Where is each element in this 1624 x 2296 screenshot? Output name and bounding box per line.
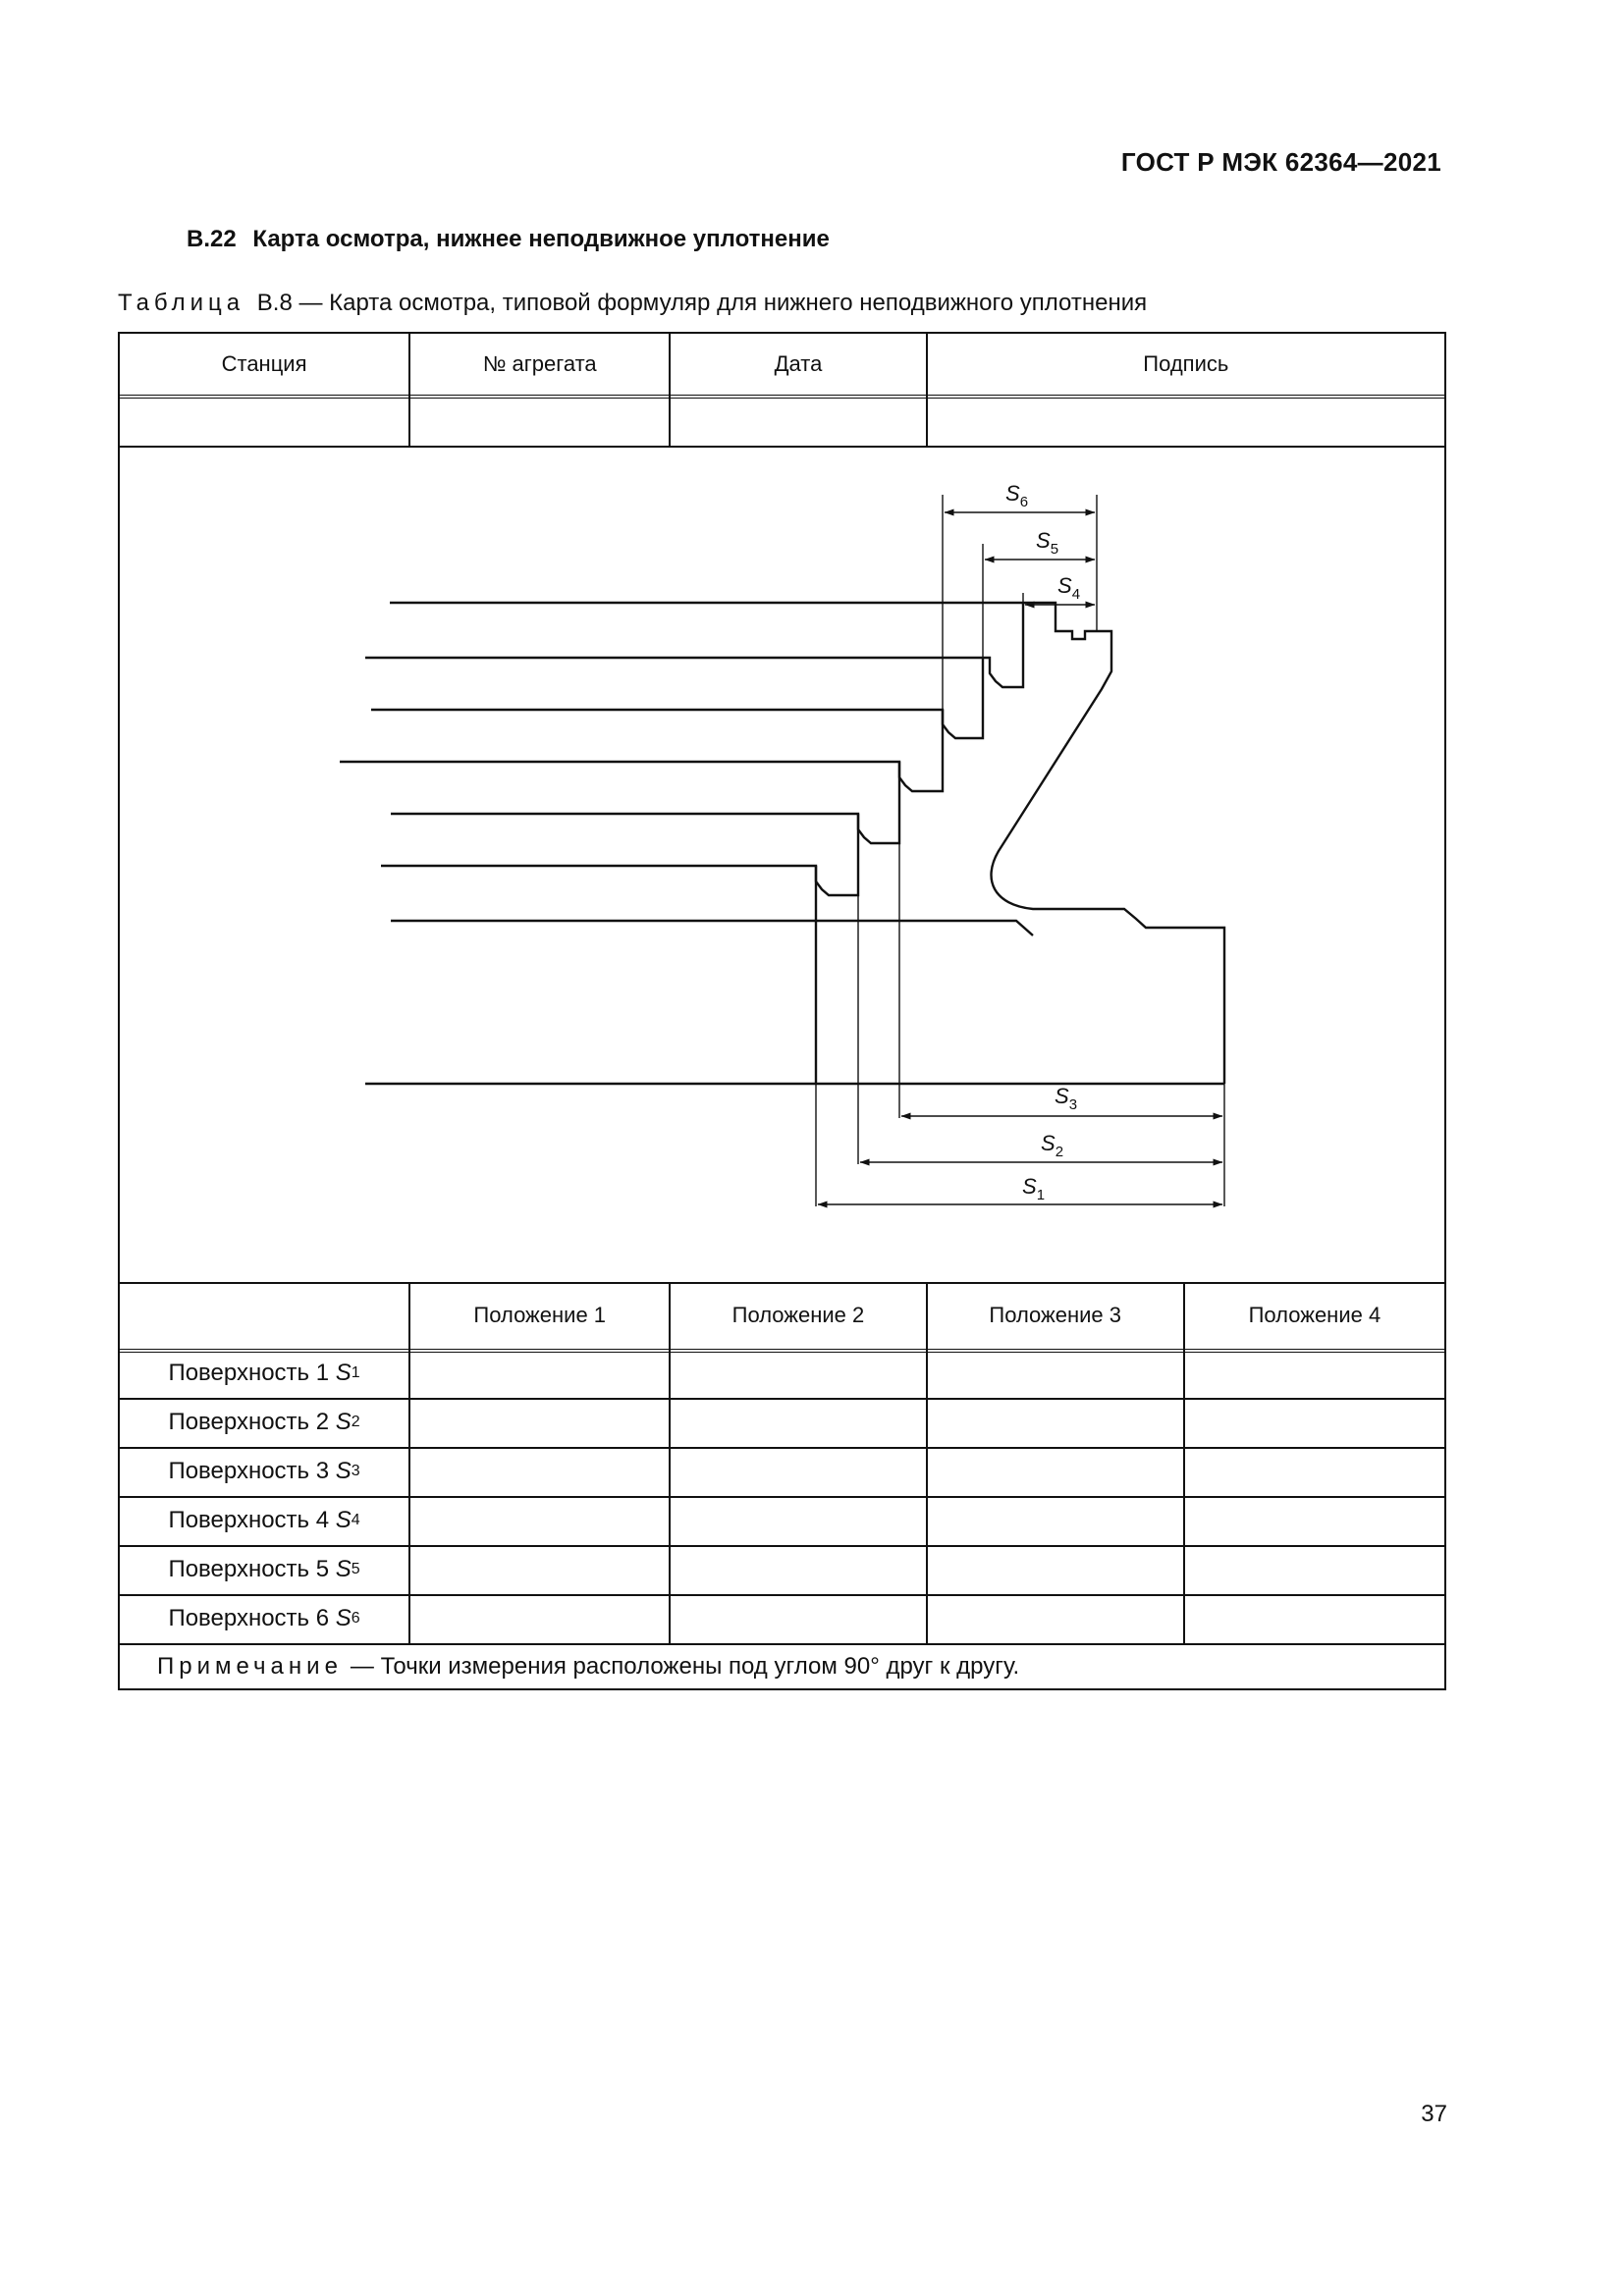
positions-header-corner (120, 1282, 410, 1349)
table-caption (118, 290, 1147, 317)
measurement-field-s1-pos4[interactable] (1185, 1349, 1444, 1398)
signature-field[interactable] (928, 395, 1444, 446)
measurement-field-s5-pos3[interactable] (928, 1545, 1185, 1594)
measurement-field-s2-pos1[interactable] (410, 1398, 671, 1447)
step-line-4 (340, 710, 943, 791)
date-field[interactable] (671, 395, 927, 446)
surface-label: Поверхность 1 S 1 (120, 1349, 410, 1398)
seal-profile-outline (390, 603, 1224, 1084)
positions-header-row (120, 1282, 1444, 1353)
header-date: Дата (671, 334, 927, 395)
measurement-field-s6-pos4[interactable] (1185, 1594, 1444, 1643)
table-caption-text: В.8 — Карта осмотра, типовой формуляр для нижнего неподвижного уплотнения (256, 290, 1148, 316)
header-position-1: Положение 1 (410, 1282, 671, 1349)
document-code: ГОСТ Р МЭК 62364—2021 (1120, 147, 1441, 177)
measurement-field-s6-pos3[interactable] (928, 1594, 1185, 1643)
surface-label: Поверхность 2 S 2 (120, 1398, 410, 1447)
measurement-field-s3-pos3[interactable] (928, 1447, 1185, 1496)
measurement-field-s3-pos2[interactable] (671, 1447, 927, 1496)
station-field[interactable] (120, 395, 410, 446)
measurement-field-s4-pos4[interactable] (1185, 1496, 1444, 1545)
measurement-field-s6-pos1[interactable] (410, 1594, 671, 1643)
measurement-field-s4-pos3[interactable] (928, 1496, 1185, 1545)
dim-label-s4: $S_4$ (1057, 573, 1081, 603)
measurement-field-s5-pos2[interactable] (671, 1545, 927, 1594)
step-line-3 (391, 762, 899, 843)
surface-row-4 (120, 1496, 1444, 1547)
dim-label-s2: $S_2$ (1041, 1131, 1064, 1160)
section-title-text: Карта осмотра, нижнее неподвижное уплотнение (252, 226, 830, 252)
header-position-3: Положение 3 (928, 1282, 1185, 1349)
step-line-1 (391, 921, 1033, 935)
measurement-field-s5-pos1[interactable] (410, 1545, 671, 1594)
measurement-field-s1-pos2[interactable] (671, 1349, 927, 1398)
dim-label-s1: $S_1$ (1022, 1174, 1046, 1203)
dim-label-s5: $S_5$ (1036, 528, 1059, 558)
surface-row-3 (120, 1447, 1444, 1498)
section-number: В.22 (187, 226, 237, 252)
measurement-field-s2-pos4[interactable] (1185, 1398, 1444, 1447)
header-station: Станция (120, 334, 410, 395)
measurement-field-s6-pos2[interactable] (671, 1594, 927, 1643)
page-number: 37 (1421, 2101, 1447, 2127)
header-signature: Подпись (1143, 351, 1229, 376)
surface-row-6 (120, 1594, 1444, 1645)
step-line-5 (371, 658, 983, 738)
table-caption-prefix: Таблица (118, 290, 245, 316)
header-unit-number: № агрегата (410, 334, 671, 395)
inspection-card-table (118, 332, 1446, 1690)
dim-label-s6: $S_6$ (1005, 481, 1029, 510)
header-position-4: Положение 4 (1248, 1303, 1381, 1327)
surface-row-2 (120, 1398, 1444, 1449)
section-title (187, 226, 830, 253)
unit-number-field[interactable] (410, 395, 671, 446)
surface-label: Поверхность 4 S 4 (120, 1496, 410, 1545)
dim-label-s3: $S_3$ (1055, 1084, 1078, 1113)
surface-label: Поверхность 6 S 6 (120, 1594, 410, 1643)
seal-drawing-cell (120, 446, 1444, 1284)
table-header-row (120, 334, 1444, 399)
surface-row-1 (120, 1349, 1444, 1400)
measurement-field-s4-pos1[interactable] (410, 1496, 671, 1545)
measurement-field-s2-pos2[interactable] (671, 1398, 927, 1447)
step-line-2 (381, 814, 858, 895)
table-entry-row (120, 395, 1444, 448)
header-position-2: Положение 2 (671, 1282, 927, 1349)
note-prefix: Примечание (157, 1653, 343, 1680)
surface-row-5 (120, 1545, 1444, 1596)
measurement-field-s4-pos2[interactable] (671, 1496, 927, 1545)
lower-stationary-seal-drawing (120, 446, 1444, 1280)
measurement-field-s3-pos1[interactable] (410, 1447, 671, 1496)
step-line-6 (365, 603, 1023, 687)
measurement-field-s3-pos4[interactable] (1185, 1447, 1444, 1496)
measurement-field-s1-pos1[interactable] (410, 1349, 671, 1398)
measurement-field-s1-pos3[interactable] (928, 1349, 1185, 1398)
note-text: — Точки измерения расположены под углом 90° друг к другу. (350, 1653, 1020, 1680)
measurement-field-s5-pos4[interactable] (1185, 1545, 1444, 1594)
surface-label: Поверхность 3 S 3 (120, 1447, 410, 1496)
measurement-field-s2-pos3[interactable] (928, 1398, 1185, 1447)
surface-label: Поверхность 5 S 5 (120, 1545, 410, 1594)
table-note (120, 1643, 1444, 1690)
